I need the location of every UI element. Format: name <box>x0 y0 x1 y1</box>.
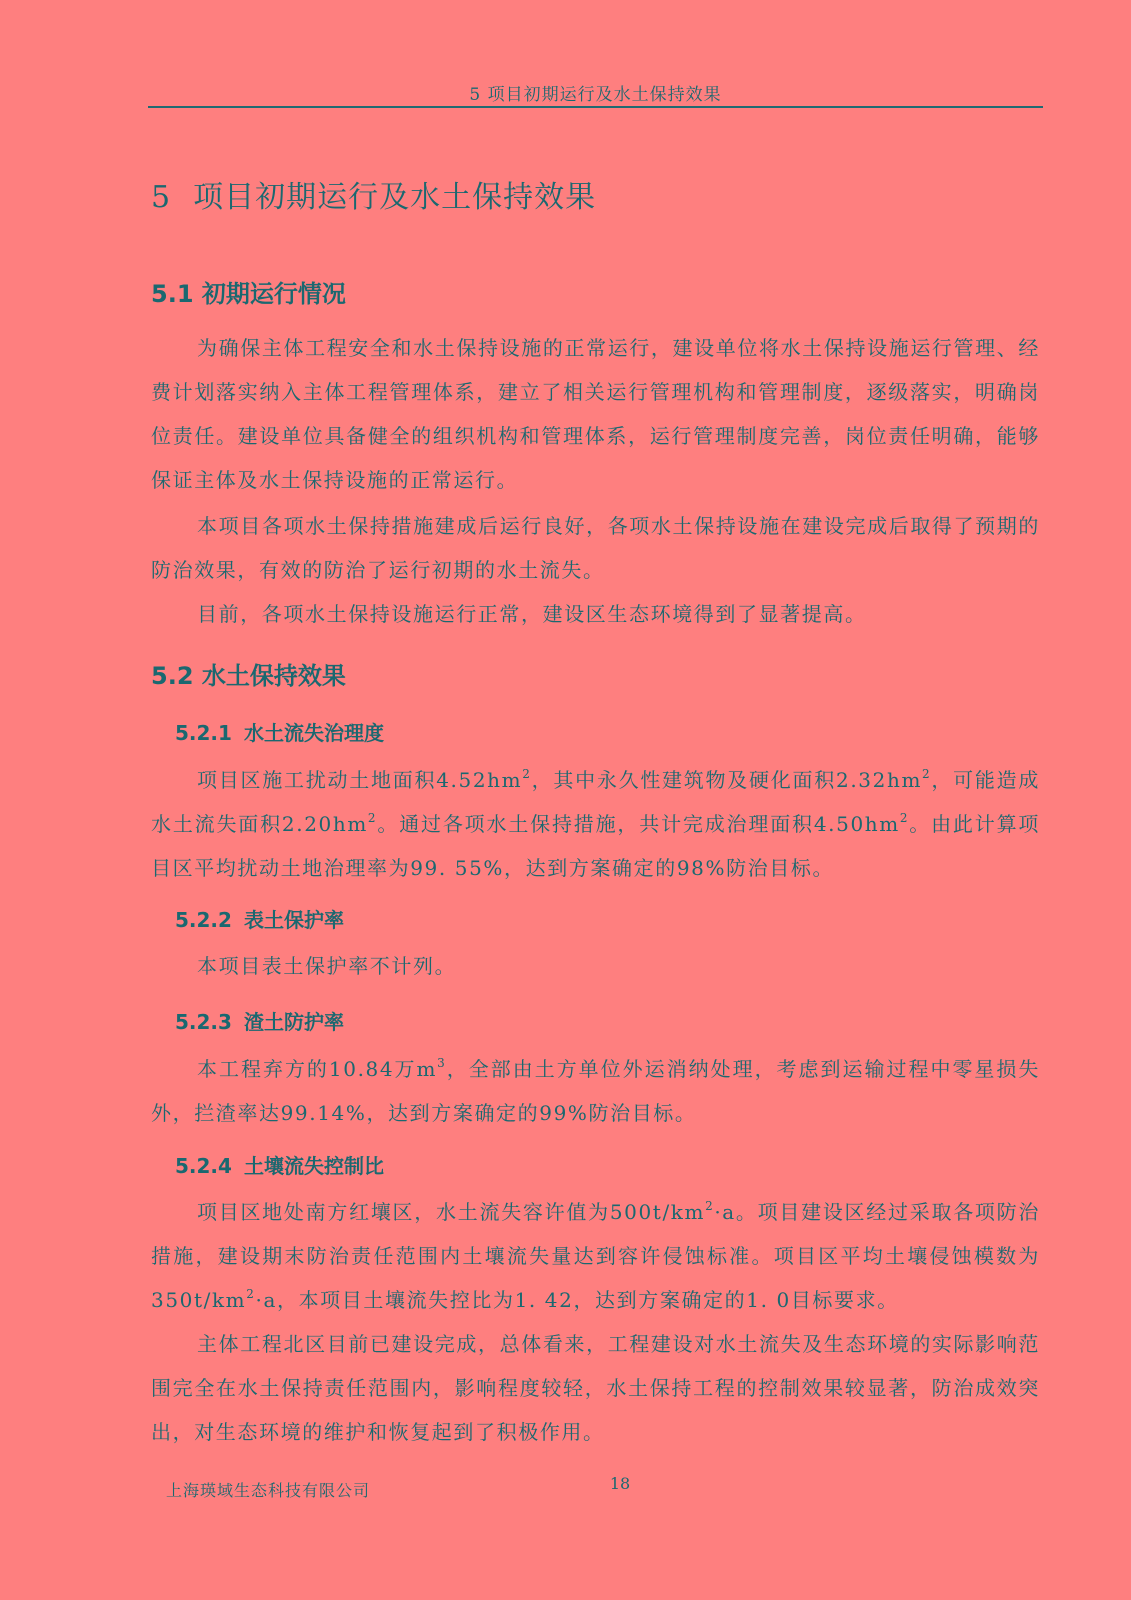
subsection-5-2-3-paragraph <box>151 1047 1040 1135</box>
subsection-number: 5.2.1 <box>175 721 232 745</box>
text-run: 。通过各项水土保持措施，共计完成治理面积4.50hm <box>377 812 900 836</box>
subsection-5-2-4-heading <box>175 1150 384 1179</box>
subsection-number: 5.2.4 <box>175 1154 232 1178</box>
text-run: 项目区地处南方红壤区，水土流失容许值为500t/km <box>197 1200 706 1224</box>
superscript: 2 <box>899 811 910 825</box>
subsection-5-2-2-heading <box>175 904 344 933</box>
text-run: ，全部由土方单位外运消纳处理，考虑到运输过程中零星损失外，拦渣率达99.14%，达到方案确定的99%防治目标。 <box>151 1057 1041 1125</box>
subsection-number: 5.2.2 <box>175 908 232 932</box>
footer-company: 上海瑛域生态科技有限公司 <box>166 1481 371 1500</box>
chapter-title-text: 项目初期运行及水土保持效果 <box>193 180 597 215</box>
page-number: 18 <box>609 1474 631 1493</box>
subsection-title: 土壤流失控制比 <box>243 1154 384 1178</box>
subsection-5-2-3-heading <box>175 1006 344 1035</box>
subsection-title: 渣土防护率 <box>243 1010 344 1034</box>
header-rule <box>148 106 1043 108</box>
section-5-2-heading: 5.2 水土保持效果 <box>151 662 346 690</box>
text-run: ，可能造成水土流失面积2.20hm <box>151 768 1040 836</box>
superscript: 2 <box>367 811 378 825</box>
subsection-5-2-4-paragraph-1 <box>151 1190 1040 1322</box>
text-run: ·a，本项目土壤流失控比为1. 42，达到方案确定的1. 0目标要求。 <box>255 1288 899 1312</box>
subsection-title: 表土保护率 <box>243 908 344 932</box>
running-header: 5 项目初期运行及水土保持效果 <box>469 85 722 105</box>
chapter-number: 5 <box>151 180 172 215</box>
section-5-1-paragraph-2: 本项目各项水土保持措施建成后运行良好，各项水土保持设施在建设完成后取得了预期的防治效果，有效的防治了运行初期的水土流失。 <box>151 514 1040 582</box>
chapter-title <box>151 172 596 216</box>
superscript: 3 <box>437 1056 447 1070</box>
text-run: 本工程弃方的10.84万m <box>197 1057 438 1081</box>
superscript: 2 <box>522 767 532 781</box>
superscript: 2 <box>922 767 932 781</box>
subsection-5-2-2-paragraph: 本项目表土保护率不计列。 <box>197 954 457 978</box>
text-run: ，其中永久性建筑物及硬化面积2.32hm <box>531 768 923 792</box>
superscript: 2 <box>246 1287 256 1301</box>
subsection-title: 水土流失治理度 <box>243 721 384 745</box>
superscript: 2 <box>705 1199 715 1213</box>
subsection-5-2-1-paragraph <box>151 758 1040 890</box>
text-run: 项目区施工扰动土地面积4.52hm <box>197 768 523 792</box>
subsection-5-2-4-paragraph-2: 主体工程北区目前已建设完成，总体看来，工程建设对水土流失及生态环境的实际影响范围完全在水土保持责任范围内，影响程度较轻，水土保持工程的控制效果较显著，防治成效突出，对生态环境的维护和恢复起到了积极作用。 <box>151 1332 1040 1444</box>
subsection-number: 5.2.3 <box>175 1010 232 1034</box>
section-5-1-paragraph-1: 为确保主体工程安全和水土保持设施的正常运行，建设单位将水土保持设施运行管理、经费计划落实纳入主体工程管理体系，建立了相关运行管理机构和管理制度，逐级落实，明确岗位责任。建设单位具备健全的组织机构和管理体系，运行管理制度完善，岗位责任明确，能够保证主体及水土保持设施的正常运行。 <box>151 336 1040 492</box>
subsection-5-2-1-heading <box>175 717 384 746</box>
section-5-1-heading: 5.1 初期运行情况 <box>151 280 346 308</box>
text-run: ·a。项目建设区经过采取各项防治措施，建设期末防治责任范围内土壤流失量达到容许侵蚀标准。项目区平均土壤侵蚀模数为350t/km <box>151 1200 1040 1312</box>
section-5-1-paragraph-3: 目前，各项水土保持设施运行正常，建设区生态环境得到了显著提高。 <box>197 602 867 626</box>
text-run: 。由此计算项目区平均扰动土地治理率为99. 55%，达到方案确定的98%防治目标。 <box>151 812 1040 880</box>
